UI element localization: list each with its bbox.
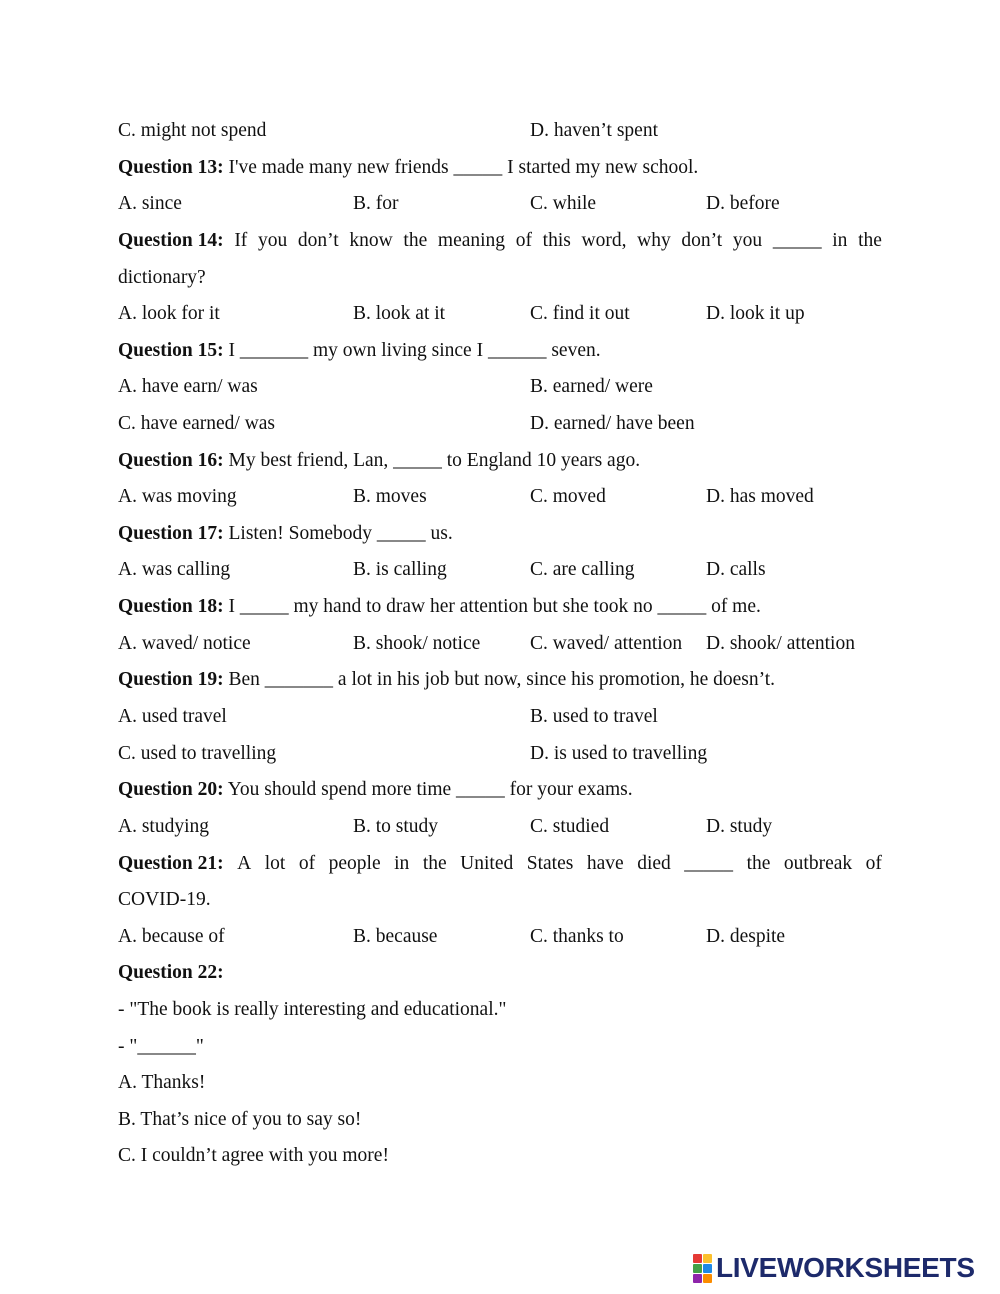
q15-option-b: B. earned/ were	[530, 376, 653, 397]
q15-option-a: A. have earn/ was	[118, 376, 258, 397]
question-18-label: Question 18:	[118, 596, 224, 617]
question-17	[118, 522, 453, 546]
q14-word: the	[403, 230, 428, 251]
question-18-text: I _____ my hand to draw her attention but she took no _____ of me.	[223, 596, 761, 617]
q21-option-b: B. because	[353, 926, 438, 947]
q21-option-c: C. thanks to	[530, 926, 624, 947]
q12-option-c: C. might not spend	[118, 120, 267, 141]
q14-option-d: D. look it up	[706, 303, 805, 324]
q14-word: why	[637, 230, 671, 251]
q21-word: States	[526, 853, 574, 874]
q21-word: of	[865, 853, 882, 874]
question-17-label: Question 17:	[118, 523, 224, 544]
q21-option-d: D. despite	[706, 926, 786, 947]
logo-mark-tile	[703, 1264, 712, 1273]
logo-mark-tile	[703, 1274, 712, 1283]
question-17-text: Listen! Somebody _____ us.	[223, 523, 453, 544]
q13-option-c: C. while	[530, 193, 597, 214]
q20-option-c: C. studied	[530, 816, 610, 837]
q19-option-a: A. used travel	[118, 706, 227, 727]
question-22-line-2: - "______"	[118, 1036, 204, 1057]
q22-option-c: C. I couldn’t agree with you more!	[118, 1145, 389, 1166]
question-13-label: Question 13:	[118, 157, 224, 178]
question-16	[118, 449, 640, 473]
q21-word: lot	[264, 853, 286, 874]
question-22-line-1: - "The book is really interesting and educational."	[118, 999, 507, 1020]
q19-option-b: B. used to travel	[530, 706, 658, 727]
q18-option-c: C. waved/ attention	[530, 633, 683, 654]
q13-option-b: B. for	[353, 193, 399, 214]
q21-word: in	[394, 853, 410, 874]
q16-option-a: A. was moving	[118, 486, 237, 507]
question-15-label: Question 15:	[118, 340, 224, 361]
q14-word: know	[349, 230, 393, 251]
logo-text: LIVEWORKSHEETS	[716, 1252, 975, 1283]
q14-word: meaning	[437, 230, 506, 251]
q21-word: have	[586, 853, 624, 874]
q14-word: this	[542, 230, 571, 251]
q15-option-c: C. have earned/ was	[118, 413, 276, 434]
q17-option-a: A. was calling	[118, 559, 231, 580]
question-22-label: Question 22:	[118, 962, 224, 983]
q16-option-c: C. moved	[530, 486, 606, 507]
q14-blank: _____	[772, 230, 822, 251]
q14-option-a: A. look for it	[118, 303, 220, 324]
q12-option-d: D. haven’t spent	[530, 120, 658, 141]
q20-option-b: B. to study	[353, 816, 439, 837]
question-20-label: Question 20:	[118, 779, 224, 800]
q18-option-d: D. shook/ attention	[706, 633, 855, 654]
q14-word: If	[234, 230, 248, 251]
question-13-text: I've made many new friends _____ I started my new school.	[223, 157, 699, 178]
q21-option-a: A. because of	[118, 926, 225, 947]
question-18	[118, 595, 761, 619]
q22-option-a: A. Thanks!	[118, 1072, 206, 1093]
question-21	[118, 852, 882, 876]
q21-word: people	[328, 853, 381, 874]
q16-option-d: D. has moved	[706, 486, 814, 507]
logo-mark-tile	[693, 1264, 702, 1273]
question-15	[118, 339, 601, 363]
q21-word: the	[422, 853, 447, 874]
question-20-text: You should spend more time _____ for your exams.	[223, 779, 633, 800]
question-21-label: Question 21:	[118, 853, 224, 874]
question-15-text: I _______ my own living since I ______ seven.	[223, 340, 601, 361]
q14-word: in	[832, 230, 848, 251]
question-20	[118, 778, 633, 802]
question-14	[118, 229, 882, 253]
q16-option-b: B. moves	[353, 486, 427, 507]
logo-mark-icon	[693, 1254, 712, 1283]
q20-option-a: A. studying	[118, 816, 210, 837]
q15-option-d: D. earned/ have been	[530, 413, 695, 434]
q14-word: don’t	[297, 230, 339, 251]
q21-word: the	[746, 853, 771, 874]
q17-option-b: B. is calling	[353, 559, 447, 580]
q21-word: A	[237, 853, 252, 874]
question-16-label: Question 16:	[118, 450, 224, 471]
q18-option-a: A. waved/ notice	[118, 633, 251, 654]
q21-word: United	[460, 853, 514, 874]
logo-mark-tile	[693, 1254, 702, 1263]
q18-option-b: B. shook/ notice	[353, 633, 481, 654]
q14-word: word,	[581, 230, 627, 251]
question-14-label: Question 14:	[118, 230, 224, 251]
q13-option-d: D. before	[706, 193, 780, 214]
q17-option-d: D. calls	[706, 559, 766, 580]
q21-blank: _____	[684, 853, 734, 874]
q20-option-d: D. study	[706, 816, 773, 837]
q14-option-b: B. look at it	[353, 303, 446, 324]
q22-option-b: B. That’s nice of you to say so!	[118, 1109, 362, 1130]
q19-option-d: D. is used to travelling	[530, 743, 708, 764]
q21-word: of	[298, 853, 316, 874]
q19-option-c: C. used to travelling	[118, 743, 277, 764]
question-19	[118, 668, 775, 692]
question-19-label: Question 19:	[118, 669, 224, 690]
q14-word: the	[858, 230, 882, 251]
question-14-continuation: dictionary?	[118, 267, 206, 288]
q14-word: you	[732, 230, 763, 251]
liveworksheets-logo[interactable]	[693, 1253, 975, 1283]
question-19-text: Ben _______ a lot in his job but now, since his promotion, he doesn’t.	[223, 669, 776, 690]
q14-option-c: C. find it out	[530, 303, 630, 324]
q21-word: died	[637, 853, 671, 874]
logo-mark-tile	[703, 1254, 712, 1263]
q21-word: outbreak	[783, 853, 853, 874]
question-13	[118, 156, 698, 180]
logo-mark-tile	[693, 1274, 702, 1283]
question-21-continuation: COVID-19.	[118, 889, 211, 910]
question-16-text: My best friend, Lan, _____ to England 10 years ago.	[223, 450, 641, 471]
q14-word: you	[257, 230, 288, 251]
q14-word: don’t	[681, 230, 723, 251]
q14-word: of	[515, 230, 532, 251]
q17-option-c: C. are calling	[530, 559, 635, 580]
q13-option-a: A. since	[118, 193, 182, 214]
